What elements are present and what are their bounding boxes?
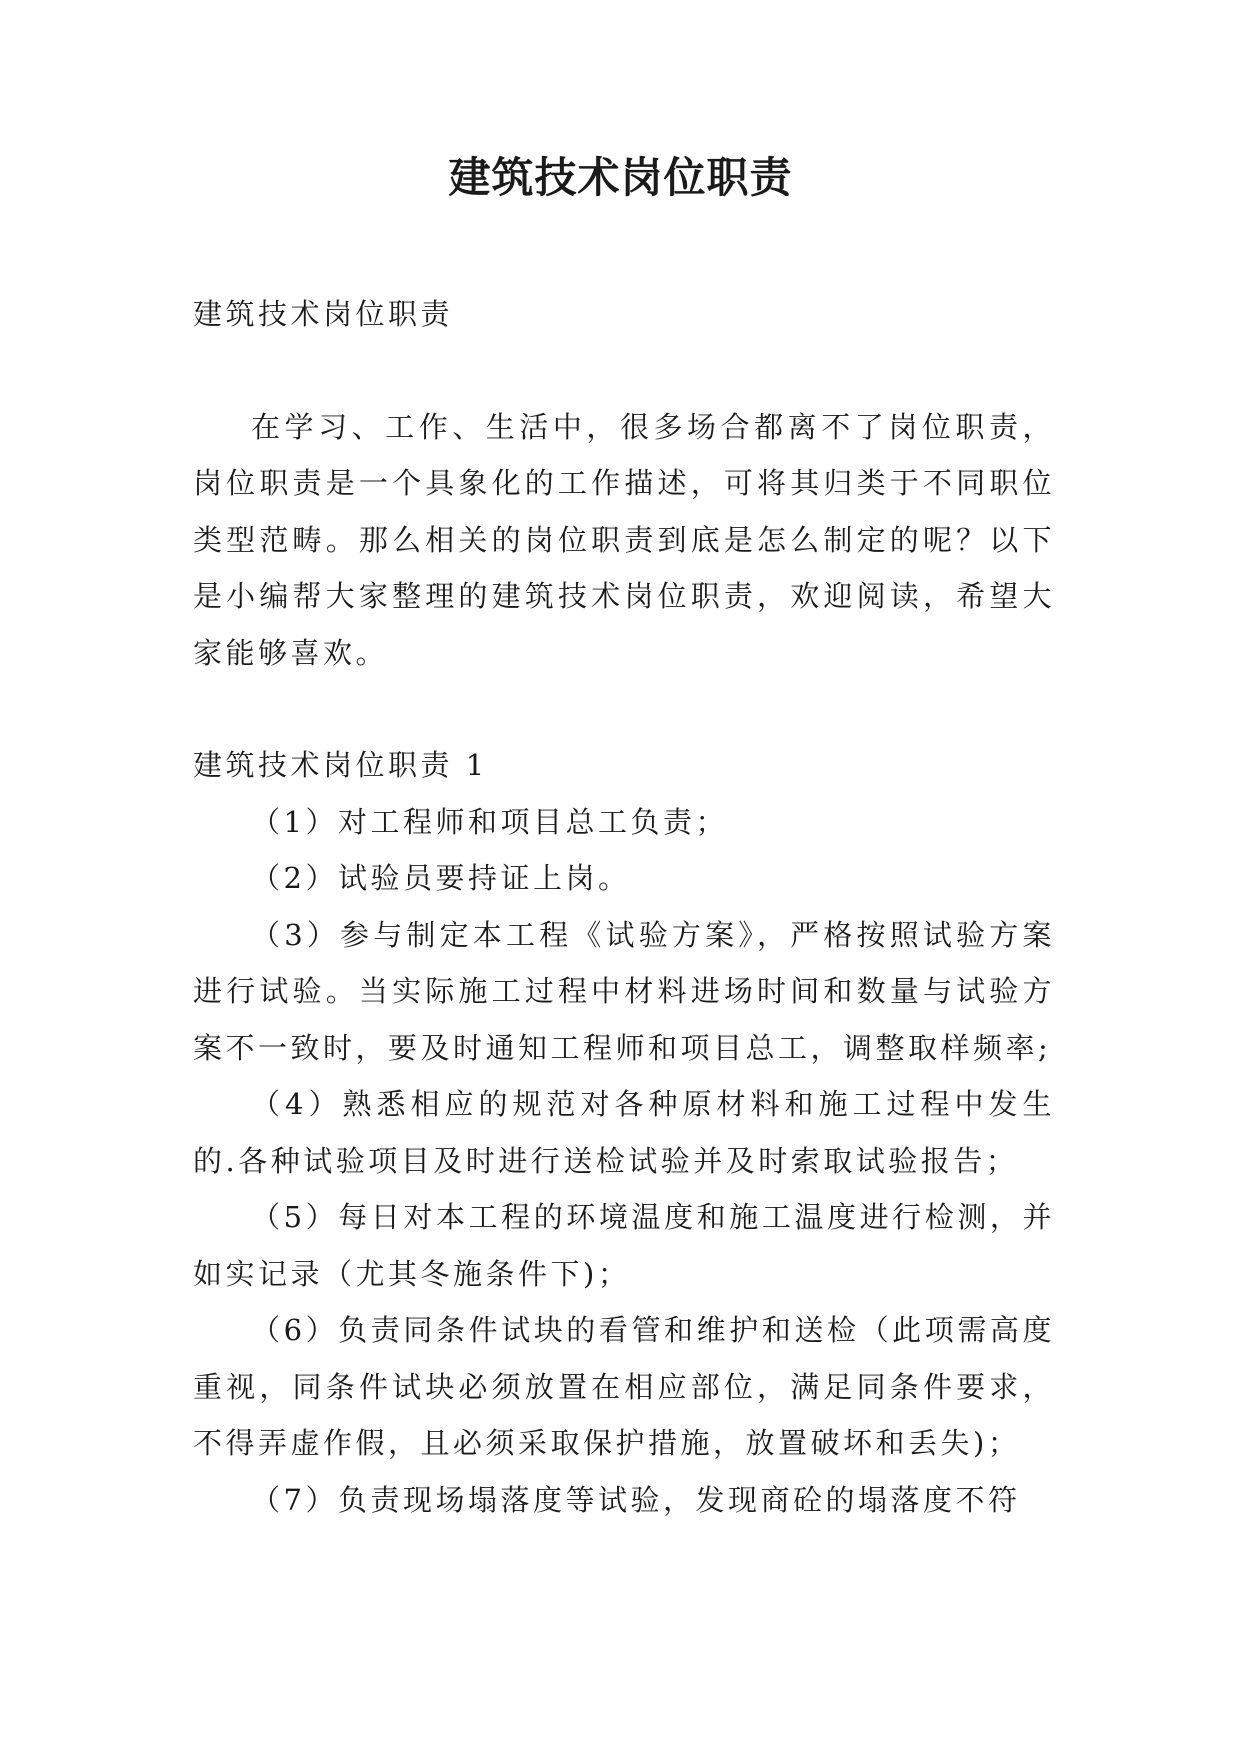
duty-item-3: （3）参与制定本工程《试验方案》，严格按照试验方案进行试验。当实际施工过程中材料进场时间和数量与试验方案不一致时，要及时通知工程师和项目总工，调整取样频率; xyxy=(193,917,1055,1065)
duty-item-2: （2）试验员要持证上岗。 xyxy=(251,861,631,895)
document-title: 建筑技术岗位职责 xyxy=(448,153,793,202)
document-body xyxy=(193,286,1055,1528)
document-subtitle: 建筑技术岗位职责 xyxy=(193,297,454,331)
duty-item-1: （1）对工程师和项目总工负责； xyxy=(251,804,728,839)
duty-item-6: （6）负责同条件试块的看管和维护和送检（此项需高度重视，同条件试块必须放置在相应部位，满足同条件要求，不得弄虚作假，且必须采取保护措施，放置破坏和丢失)； xyxy=(193,1313,1055,1460)
section-heading: 建筑技术岗位职责 1 xyxy=(193,748,488,782)
duty-item-5: （5）每日对本工程的环境温度和施工温度进行检测，并如实记录（尤其冬施条件下)； xyxy=(193,1200,1055,1291)
intro-paragraph: 在学习、工作、生活中，很多场合都离不了岗位职责，岗位职责是一个具象化的工作描述，可将其归类于不同职位类型范畴。那么相关的岗位职责到底是怎么制定的呢？以下是小编帮大家整理的建筑技术岗位职责，欢迎阅读，希望大家能够喜欢。 xyxy=(193,409,1055,670)
duty-item-7: （7）负责现场塌落度等试验，发现商砼的塌落度不符 xyxy=(251,1482,1021,1517)
duty-item-4: （4）熟悉相应的规范对各种原材料和施工过程中发生的.各种试验项目及时进行送检试验并及时索取试验报告； xyxy=(193,1087,1055,1178)
